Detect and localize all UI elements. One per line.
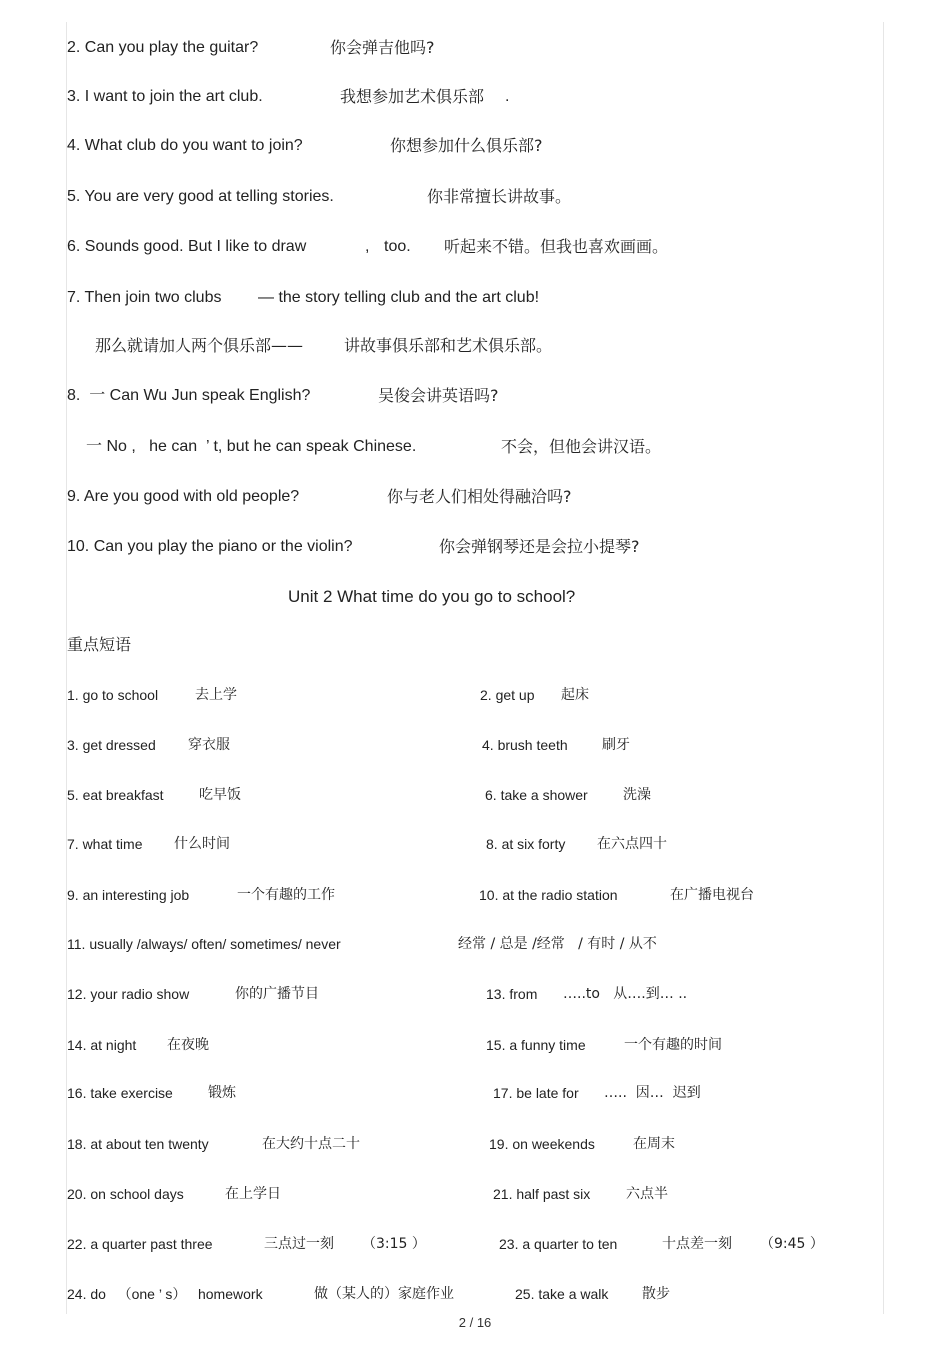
phrase-chinese: 洗澡 [623,787,651,803]
phrase-chinese: 你的广播节目 [235,986,319,1002]
phrase-english: 1. go to school [67,687,159,703]
phrase-english: 8. at six forty [486,836,566,852]
sentence-english: 8. 一 Can Wu Jun speak English? [67,387,311,404]
sentence-chinese: 你会弹吉他吗? [330,38,435,57]
phrase-english: 7. what time [67,836,143,852]
phrase-chinese: 在广播电视台 [670,887,754,903]
phrase-english: 15. a funny time [486,1037,586,1053]
phrase-chinese: 一个有趣的工作 [237,887,335,903]
phrase-english: 5. eat breakfast [67,787,164,803]
phrase-english: 10. at the radio station [479,887,618,903]
sentence-chinese: 你会弹钢琴还是会拉小提琴? [439,537,640,556]
phrase-english: 4. brush teeth [482,737,568,753]
phrase-time-note: （3:15 ） [362,1236,426,1252]
sentence-english: 6. Sounds good. But I like to draw [67,238,307,255]
sentence-english: 2. Can you play the guitar? [67,39,259,56]
sentence-chinese: 你与老人们相处得融洽吗? [387,487,572,506]
sentence-chinese: 我想参加艺术俱乐部 [340,87,485,106]
sentence-chinese: 听起来不错。但我也喜欢画画。 [444,237,669,256]
page-number [0,1315,950,1330]
phrase-chinese: 在夜晚 [167,1037,209,1053]
phrase-chinese: 六点半 [626,1186,668,1202]
sentence-english-continued: too. [384,238,411,255]
sentence-english: 7. Then join two clubs [67,289,222,306]
phrase-english: 20. on school days [67,1186,184,1202]
sentence-chinese: 那么就请加人两个俱乐部—— [95,336,304,355]
phrase-chinese: 什么时间 [174,836,230,852]
sentence-chinese: 你非常擅长讲故事。 [427,187,572,206]
phrase-english: 21. half past six [493,1186,591,1202]
phrase-chinese: 刷牙 [602,737,630,753]
sentence-chinese: 你想参加什么俱乐部? [390,136,543,155]
sentence-english-continued: — the story telling club and the art club! [258,289,540,306]
phrase-chinese: 做（某人的）家庭作业 [314,1286,454,1302]
page-left-edge [66,22,67,1314]
phrase-english: 22. a quarter past three [67,1236,213,1252]
phrase-chinese: 经常 / 总是 /经常 / 有时 / 从不 [458,936,657,952]
phrase-chinese: 去上学 [195,687,237,703]
sentence-english: 4. What club do you want to join? [67,137,303,154]
phrase-chinese: 锻炼 [208,1085,236,1101]
phrase-chinese: 穿衣服 [188,737,230,753]
phrase-english: 12. your radio show [67,986,190,1002]
phrase-chinese: 散步 [642,1286,670,1302]
phrase-english: 24. do （one ’ s） homework [67,1286,263,1302]
phrase-english: 25. take a walk [515,1286,609,1302]
current-page: 2 [458,1315,466,1330]
unit-title: Unit 2 What time do you go to school? [288,587,576,606]
phrase-chinese: 吃早饭 [199,787,241,803]
phrase-english: 16. take exercise [67,1085,173,1101]
phrase-chinese: …..to 从….到… .. [563,986,688,1002]
sentence-period: . [505,88,510,105]
phrase-chinese: ….. 因… 迟到 [604,1085,701,1101]
phrase-english: 14. at night [67,1037,137,1053]
page-separator: / [469,1315,474,1330]
sentence-english: 5. You are very good at telling stories. [67,188,334,205]
phrase-chinese: 三点过一刻 [264,1236,334,1252]
sentence-english: 3. I want to join the art club. [67,88,263,105]
phrase-chinese: 起床 [561,687,589,703]
phrase-chinese: 一个有趣的时间 [624,1037,722,1053]
phrase-english: 9. an interesting job [67,887,190,903]
section-heading: 重点短语 [67,635,132,654]
phrase-chinese: 在周末 [633,1136,675,1152]
sentence-english: 一 No , he can ’ t, but he can speak Chinese. [86,438,417,455]
page-right-edge [883,22,884,1314]
phrase-chinese: 十点差一刻 [662,1236,732,1252]
total-pages: 16 [476,1315,492,1330]
phrase-english: 3. get dressed [67,737,156,753]
phrase-english: 23. a quarter to ten [499,1236,618,1252]
sentence-chinese-continued: 讲故事俱乐部和艺术俱乐部。 [344,336,553,355]
phrase-english: 11. usually /always/ often/ sometimes/ never [67,936,341,952]
phrase-english: 18. at about ten twenty [67,1136,209,1152]
sentence-chinese: 不会，但他会讲汉语。 [501,437,662,456]
phrase-english: 13. from [486,986,538,1002]
sentence-english: 9. Are you good with old people? [67,488,300,505]
phrase-english: 2. get up [480,687,535,703]
sentence-comma: , [365,238,370,255]
sentence-english: 10. Can you play the piano or the violin? [67,538,353,555]
phrase-english: 6. take a shower [485,787,588,803]
phrase-chinese: 在上学日 [225,1186,281,1202]
phrase-time-note: （9:45 ） [760,1236,824,1252]
phrase-chinese: 在六点四十 [597,836,667,852]
phrase-english: 17. be late for [493,1085,579,1101]
phrase-chinese: 在大约十点二十 [262,1136,360,1152]
phrase-english: 19. on weekends [489,1136,595,1152]
sentence-chinese: 吴俊会讲英语吗? [378,386,499,405]
